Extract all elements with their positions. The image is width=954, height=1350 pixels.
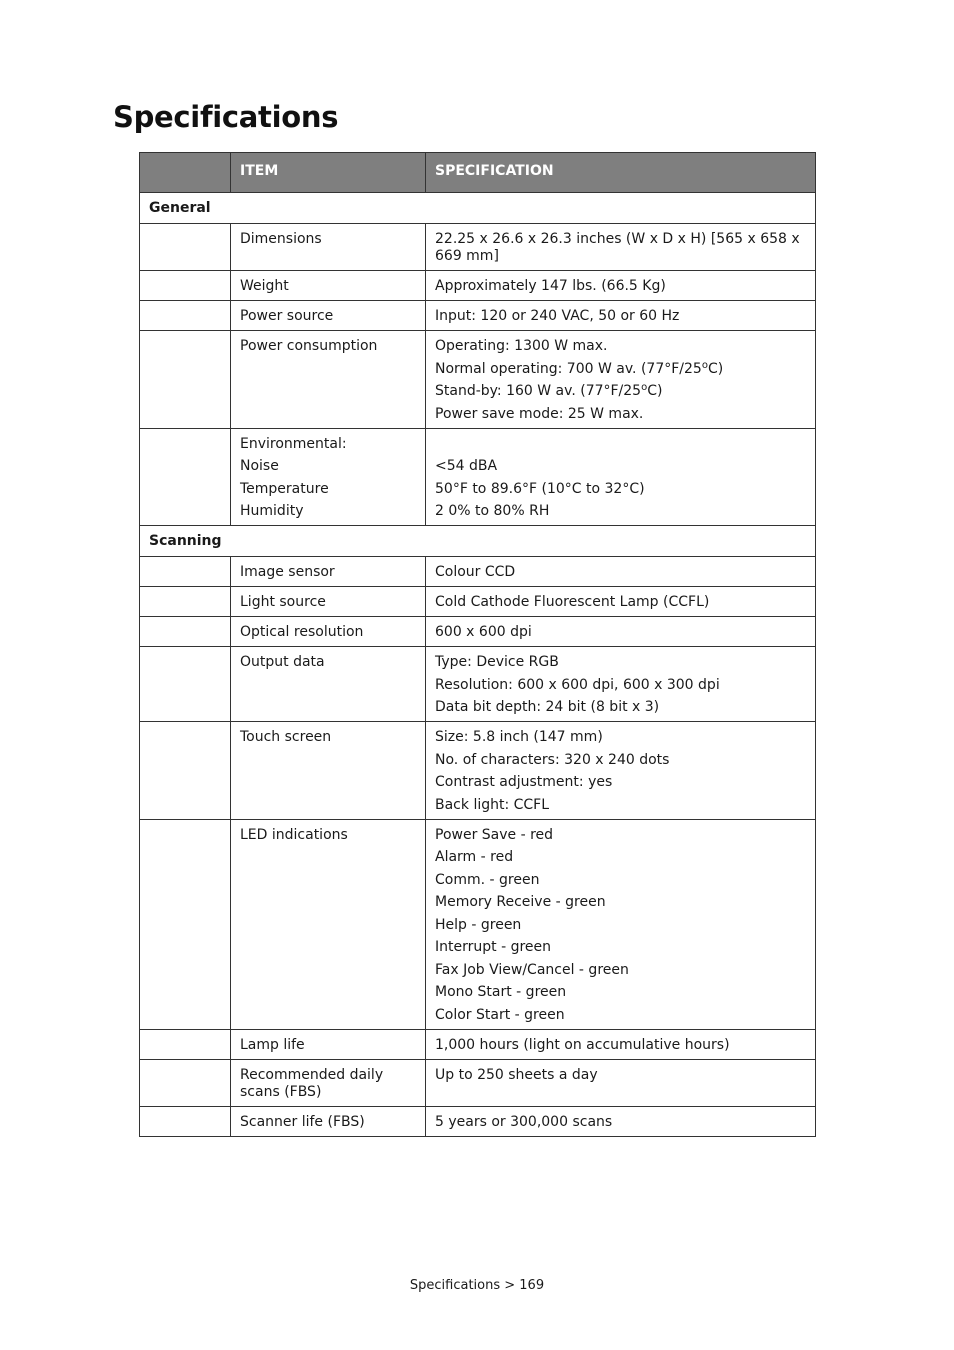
specification-cell bbox=[426, 1059, 816, 1106]
spec-line: Stand-by: 160 W av. (77°F/25$^o$C) bbox=[435, 382, 663, 399]
spec-line: <54 dBA bbox=[435, 458, 498, 474]
spec-line bbox=[435, 436, 806, 453]
spec-line: Up to 250 sheets a day bbox=[435, 1066, 598, 1083]
spec-line: Interrupt - green bbox=[435, 939, 552, 955]
item-line: Noise bbox=[240, 458, 279, 474]
table-row bbox=[140, 1106, 816, 1136]
spec-line: 5 years or 300,000 scans bbox=[435, 1113, 613, 1130]
item-line: LED indications bbox=[240, 826, 348, 843]
spec-line: Mono Start - green bbox=[435, 984, 567, 1000]
table-row bbox=[140, 1029, 816, 1059]
spec-line: Colour CCD bbox=[435, 564, 516, 580]
specification-cell bbox=[426, 557, 816, 587]
item-cell bbox=[231, 557, 426, 587]
table-row bbox=[140, 557, 816, 587]
blank-cell bbox=[140, 301, 231, 331]
item-line: Lamp life bbox=[240, 1036, 305, 1053]
table-row bbox=[140, 647, 816, 722]
specification-cell bbox=[426, 617, 816, 647]
spec-line: Power Save - red bbox=[435, 826, 554, 843]
blank-cell bbox=[140, 271, 231, 301]
page-footer: Specifications > 169 bbox=[409, 1278, 545, 1293]
blank-cell bbox=[140, 224, 231, 271]
section-row bbox=[140, 526, 816, 557]
specification-cell bbox=[426, 1106, 816, 1136]
specification-cell bbox=[426, 722, 816, 820]
item-line: Light source bbox=[240, 594, 326, 610]
item-cell bbox=[231, 331, 426, 429]
item-cell bbox=[231, 587, 426, 617]
spec-line: Input: 120 or 240 VAC, 50 or 60 Hz bbox=[435, 308, 680, 324]
item-line: Weight bbox=[240, 278, 289, 294]
item-line: Power source bbox=[240, 308, 334, 324]
item-cell bbox=[231, 647, 426, 722]
item-line: Touch screen bbox=[240, 729, 332, 745]
spec-line: Size: 5.8 inch (147 mm) bbox=[435, 729, 603, 745]
spec-line: Normal operating: 700 W av. (77°F/25$^o$C) bbox=[435, 359, 724, 377]
blank-cell bbox=[140, 587, 231, 617]
table-row bbox=[140, 428, 816, 526]
specification-cell bbox=[426, 1029, 816, 1059]
spec-line: Cold Cathode Fluorescent Lamp (CCFL) bbox=[435, 594, 710, 610]
specification-cell bbox=[426, 224, 816, 271]
item-line: Temperature bbox=[240, 480, 329, 497]
table-row bbox=[140, 331, 816, 429]
item-cell bbox=[231, 1106, 426, 1136]
item-line: Environmental: bbox=[240, 435, 347, 452]
blank-cell bbox=[140, 647, 231, 722]
table-row bbox=[140, 301, 816, 331]
table-row bbox=[140, 617, 816, 647]
specification-cell bbox=[426, 271, 816, 301]
item-cell bbox=[231, 224, 426, 271]
blank-cell bbox=[140, 331, 231, 429]
blank-cell bbox=[140, 1029, 231, 1059]
blank-cell bbox=[140, 722, 231, 820]
section-heading: Scanning bbox=[140, 526, 816, 557]
spec-line: 600 x 600 dpi bbox=[435, 624, 532, 640]
section-row bbox=[140, 193, 816, 224]
specifications-table bbox=[139, 152, 816, 1137]
spec-line: Data bit depth: 24 bit (8 bit x 3) bbox=[435, 699, 660, 715]
blank-cell bbox=[140, 1059, 231, 1106]
specification-cell bbox=[426, 587, 816, 617]
table-row bbox=[140, 819, 816, 1029]
item-cell bbox=[231, 301, 426, 331]
page-title: Specifications bbox=[113, 100, 339, 134]
table-row bbox=[140, 587, 816, 617]
spec-line: Contrast adjustment: yes bbox=[435, 774, 613, 790]
spec-line: No. of characters: 320 x 240 dots bbox=[435, 751, 670, 768]
spec-line: Help - green bbox=[435, 916, 522, 933]
spec-line: 1,000 hours (light on accumulative hours) bbox=[435, 1036, 730, 1053]
spec-line: Color Start - green bbox=[435, 1006, 565, 1023]
specification-cell bbox=[426, 819, 816, 1029]
spec-line: Operating: 1300 W max. bbox=[435, 338, 608, 354]
item-cell bbox=[231, 1029, 426, 1059]
spec-line: Power save mode: 25 W max. bbox=[435, 405, 644, 422]
spec-line: Back light: CCFL bbox=[435, 796, 550, 813]
item-cell bbox=[231, 271, 426, 301]
item-line: Optical resolution bbox=[240, 624, 364, 640]
item-cell bbox=[231, 1059, 426, 1106]
spec-line: 50°F to 89.6°F (10°C to 32°C) bbox=[435, 480, 645, 497]
blank-cell bbox=[140, 617, 231, 647]
table-body bbox=[140, 193, 816, 1137]
spec-line: Fax Job View/Cancel - green bbox=[435, 961, 629, 978]
item-cell bbox=[231, 617, 426, 647]
item-cell bbox=[231, 819, 426, 1029]
spec-line: Memory Receive - green bbox=[435, 894, 606, 910]
specification-cell bbox=[426, 331, 816, 429]
item-line: Output data bbox=[240, 654, 325, 670]
item-cell bbox=[231, 428, 426, 526]
section-heading: General bbox=[140, 193, 816, 224]
table-row bbox=[140, 1059, 816, 1106]
spec-line: 2 0% to 80% RH bbox=[435, 503, 550, 519]
spec-line: Type: Device RGB bbox=[435, 654, 559, 670]
table-row bbox=[140, 224, 816, 271]
spec-line: Approximately 147 lbs. (66.5 Kg) bbox=[435, 278, 666, 294]
spec-line: Comm. - green bbox=[435, 871, 540, 888]
specification-cell bbox=[426, 647, 816, 722]
spec-line: Resolution: 600 x 600 dpi, 600 x 300 dpi bbox=[435, 676, 720, 693]
item-cell bbox=[231, 722, 426, 820]
table-row bbox=[140, 271, 816, 301]
blank-cell bbox=[140, 819, 231, 1029]
specification-cell bbox=[426, 301, 816, 331]
spec-line: Alarm - red bbox=[435, 849, 514, 865]
header-cell bbox=[140, 153, 231, 193]
specification-cell bbox=[426, 428, 816, 526]
header-cell-specification: SPECIFICATION bbox=[426, 153, 816, 193]
item-line: Humidity bbox=[240, 503, 304, 519]
item-line: Recommended daily scans (FBS) bbox=[240, 1066, 384, 1100]
blank-cell bbox=[140, 557, 231, 587]
item-line: Power consumption bbox=[240, 338, 378, 354]
spec-line: 22.25 x 26.6 x 26.3 inches (W x D x H) [565 x 658 x 669 mm] bbox=[435, 231, 800, 264]
item-line: Dimensions bbox=[240, 231, 322, 247]
header-cell-item: ITEM bbox=[231, 153, 426, 193]
blank-cell bbox=[140, 428, 231, 526]
item-line: Image sensor bbox=[240, 564, 335, 580]
blank-cell bbox=[140, 1106, 231, 1136]
table-header-row bbox=[140, 153, 816, 193]
table-row bbox=[140, 722, 816, 820]
item-line: Scanner life (FBS) bbox=[240, 1113, 365, 1130]
